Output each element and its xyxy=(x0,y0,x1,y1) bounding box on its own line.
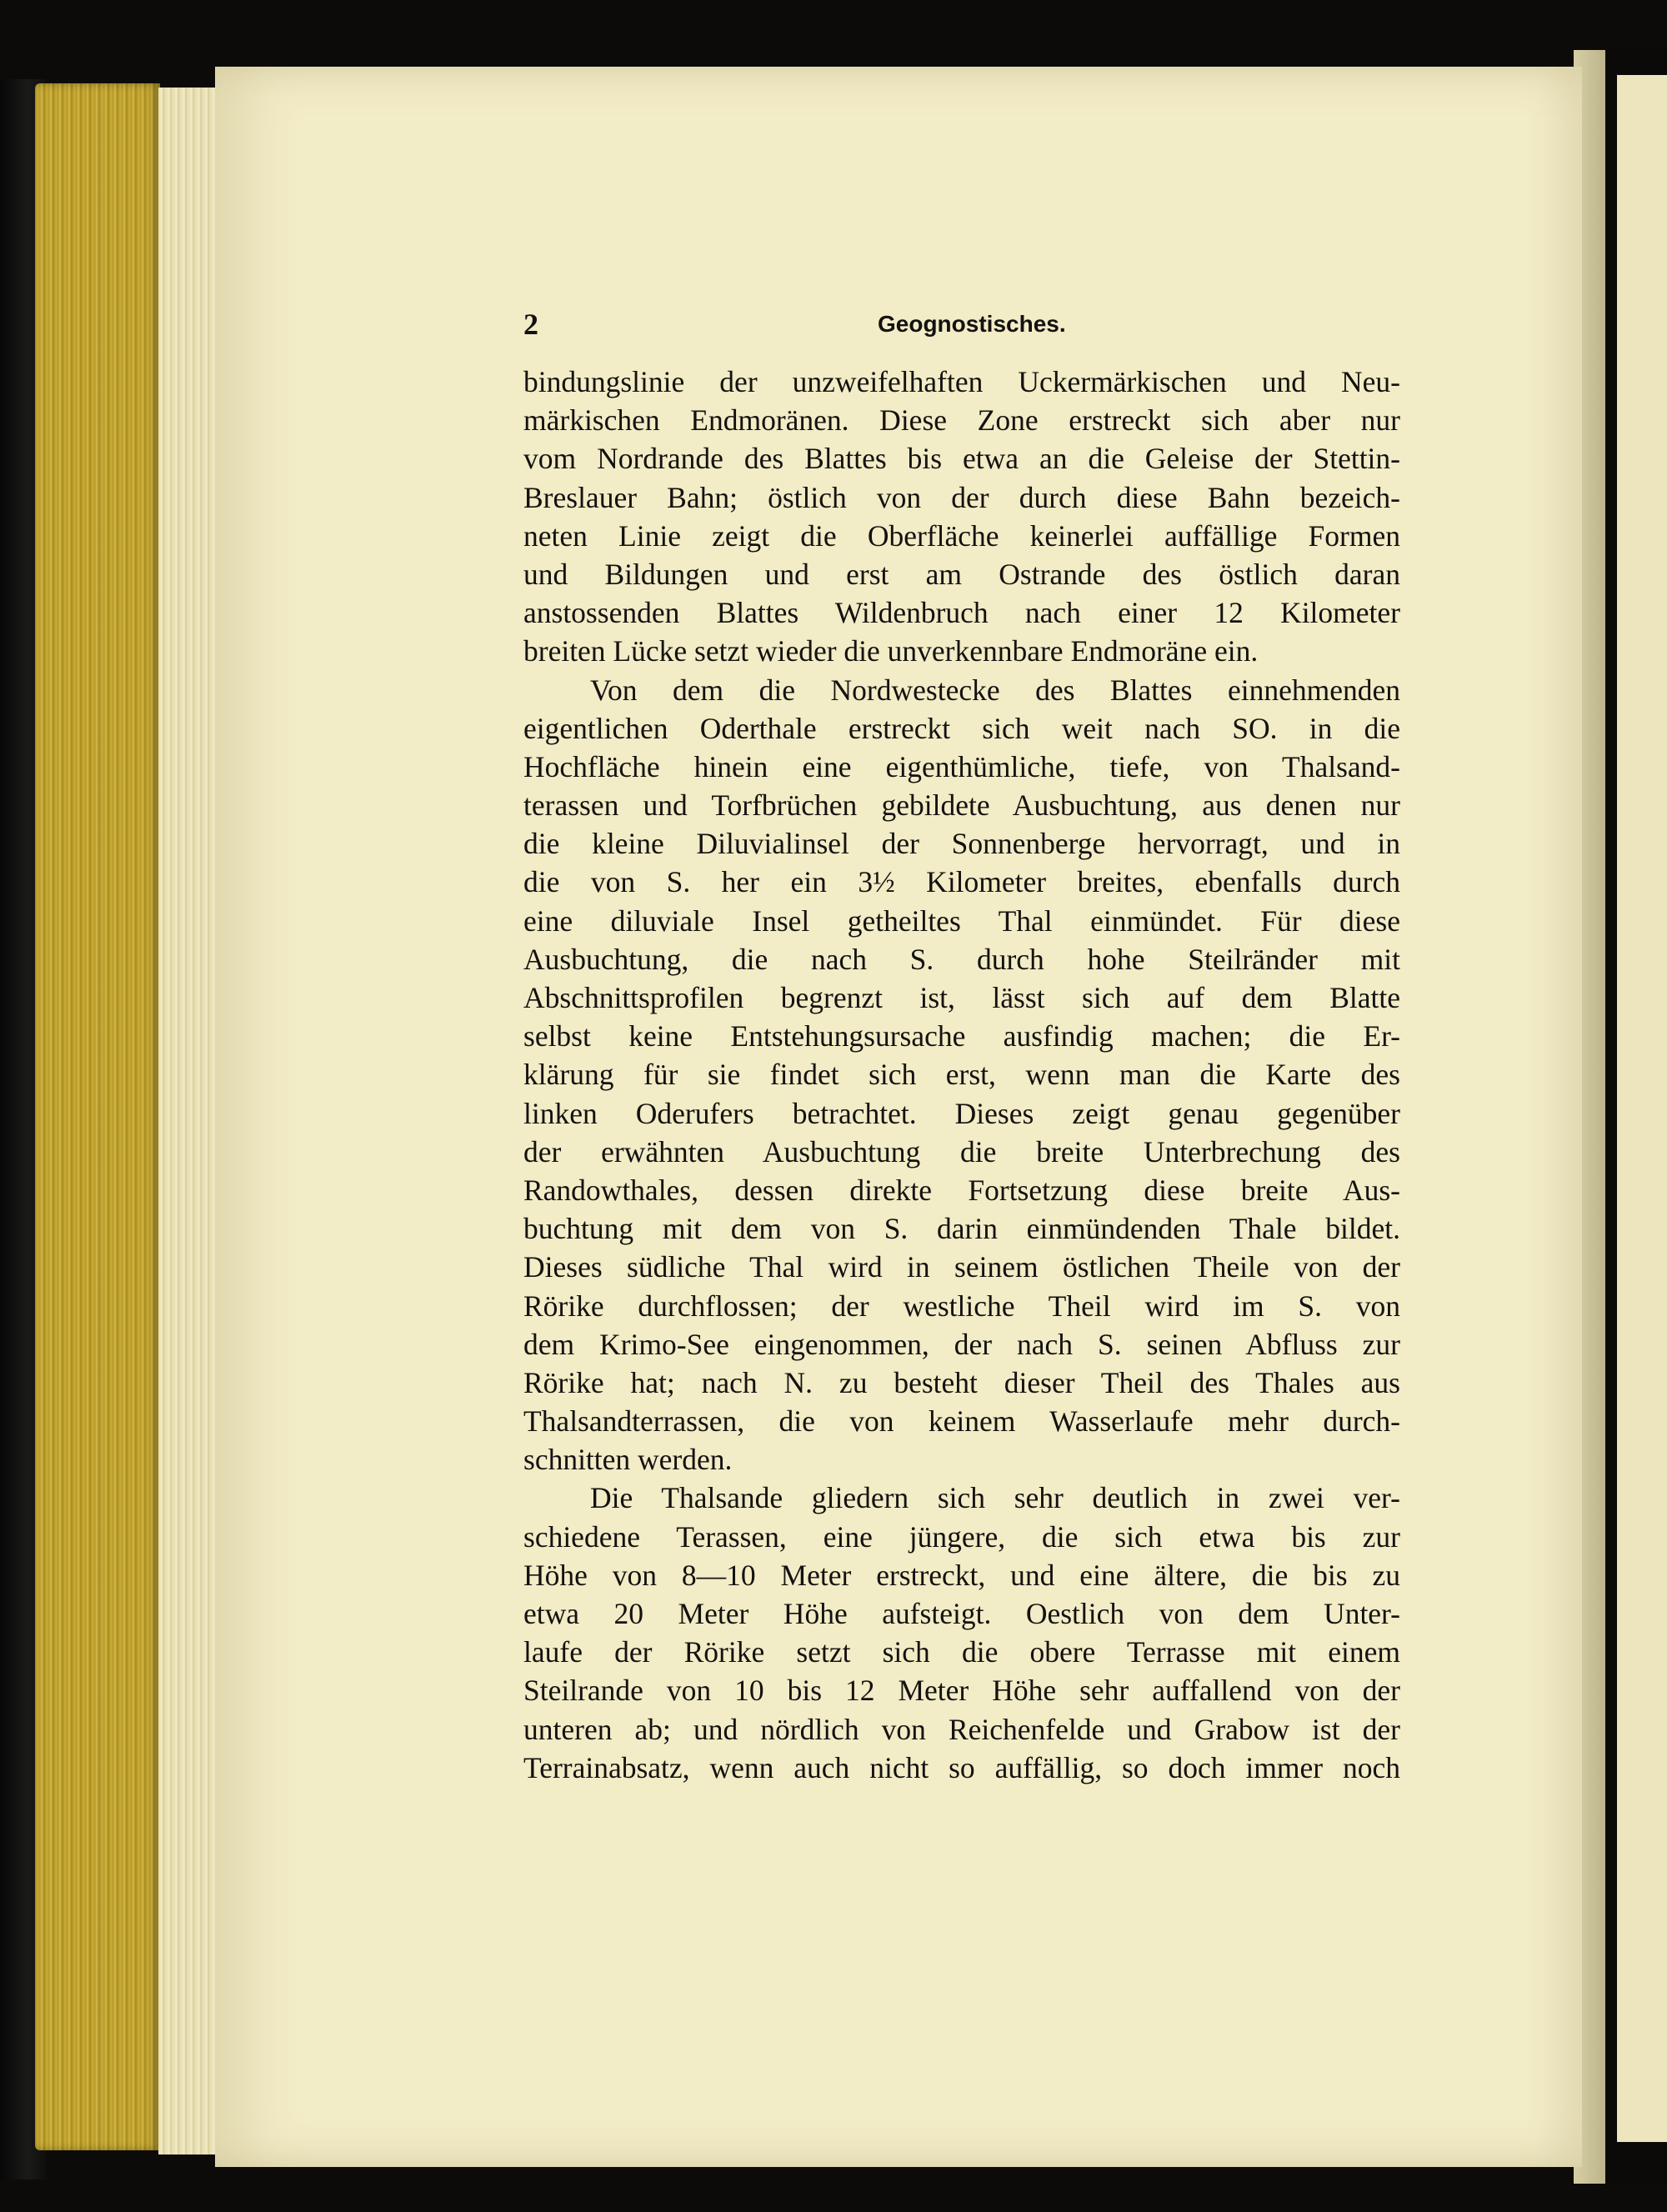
text-line: neten Linie zeigt die Oberfläche keinerlei auffällige Formen xyxy=(523,518,1400,553)
text-line: klärung für sie findet sich erst, wenn man die Karte des xyxy=(523,1058,1400,1092)
text-line: und Bildungen und erst am Ostrande des östlich daran xyxy=(523,557,1400,591)
paragraph-1 xyxy=(523,363,1400,671)
text-line: der erwähnten Ausbuchtung die breite Unterbrechung des xyxy=(523,1134,1400,1169)
text-line: Steilrande von 10 bis 12 Meter Höhe sehr auffallend von der xyxy=(523,1674,1400,1708)
text-line: linken Oderufers betrachtet. Dieses zeigt genau gegenüber xyxy=(523,1096,1400,1130)
text-line: unteren ab; und nördlich von Reichenfelde und Grabow ist der xyxy=(523,1712,1400,1746)
text-line: dem Krimo-See eingenommen, der nach S. seinen Abfluss zur xyxy=(523,1327,1400,1361)
text-line: die von S. her ein 3½ Kilometer breites, ebenfalls durch xyxy=(523,865,1400,899)
text-line: bindungslinie der unzweifelhaften Uckermärkischen und Neu- xyxy=(523,365,1400,398)
text-line: Die Thalsande gliedern sich sehr deutlich in zwei ver- xyxy=(590,1481,1400,1515)
text-line: terassen und Torfbrüchen gebildete Ausbuchtung, aus denen nur xyxy=(523,788,1400,823)
text-line: laufe der Rörike setzt sich die obere Terrasse mit einem xyxy=(523,1635,1400,1669)
text-line: Rörike hat; nach N. zu besteht dieser Theil des Thales aus xyxy=(523,1365,1400,1399)
body-text xyxy=(523,363,1400,1787)
text-line: Breslauer Bahn; östlich von der durch diese Bahn bezeich- xyxy=(523,480,1400,514)
paragraph-3 xyxy=(523,1479,1400,1787)
text-line: anstossenden Blattes Wildenbruch nach einer 12 Kilometer xyxy=(523,596,1400,630)
text-line: Hochfläche hinein eine eigenthümliche, tiefe, von Thalsand- xyxy=(523,749,1400,783)
gilded-page-edges xyxy=(35,83,160,2150)
text-line: eine diluviale Insel getheiltes Thal einmündet. Für diese xyxy=(523,903,1400,938)
text-line: Terrainabsatz, wenn auch nicht so auffällig, so doch immer noch xyxy=(523,1750,1400,1784)
text-line: breiten Lücke setzt wieder die unverkennbare Endmoräne ein. xyxy=(523,634,1259,668)
text-line: Randowthales, dessen direkte Fortsetzung diese breite Aus- xyxy=(523,1173,1400,1207)
text-line: Rörike durchflossen; der westliche Theil wird im S. von xyxy=(523,1289,1400,1323)
text-line: Ausbuchtung, die nach S. durch hohe Steilränder mit xyxy=(523,942,1400,976)
text-line: Von dem die Nordwestecke des Blattes einnehmenden xyxy=(590,673,1400,707)
text-line: eigentlichen Oderthale erstreckt sich weit nach SO. in die xyxy=(523,711,1400,745)
text-line: buchtung mit dem von S. darin einmündenden Thale bildet. xyxy=(523,1212,1400,1246)
page-heading: Geognostisches. xyxy=(878,311,1066,337)
text-line: Höhe von 8—10 Meter erstreckt, und eine ältere, die bis zu xyxy=(523,1558,1400,1592)
text-line: selbst keine Entstehungsursache ausfindig machen; die Er- xyxy=(523,1019,1400,1053)
page-number: 2 xyxy=(523,308,538,341)
text-line: Thalsandterrassen, die von keinem Wasserlaufe mehr durch- xyxy=(523,1404,1400,1439)
paragraph-2 xyxy=(523,671,1400,1479)
text-line: vom Nordrande des Blattes bis etwa an die Geleise der Stettin- xyxy=(523,442,1400,476)
text-line: schnitten werden. xyxy=(523,1443,733,1477)
running-header xyxy=(523,307,1399,340)
text-line: die kleine Diluvialinsel der Sonnenberge hervorragt, und in xyxy=(523,827,1400,861)
text-line: Dieses südliche Thal wird in seinem östlichen Theile von der xyxy=(523,1250,1400,1284)
text-line: schiedene Terassen, eine jüngere, die sich etwa bis zur xyxy=(523,1519,1400,1554)
facing-page-sliver xyxy=(1617,75,1667,2142)
text-line: märkischen Endmoränen. Diese Zone erstreckt sich aber nur xyxy=(523,403,1400,438)
text-line: Abschnittsprofilen begrenzt ist, lässt sich auf dem Blatte xyxy=(523,981,1400,1014)
text-line: etwa 20 Meter Höhe aufsteigt. Oestlich von dem Unter- xyxy=(523,1597,1400,1630)
